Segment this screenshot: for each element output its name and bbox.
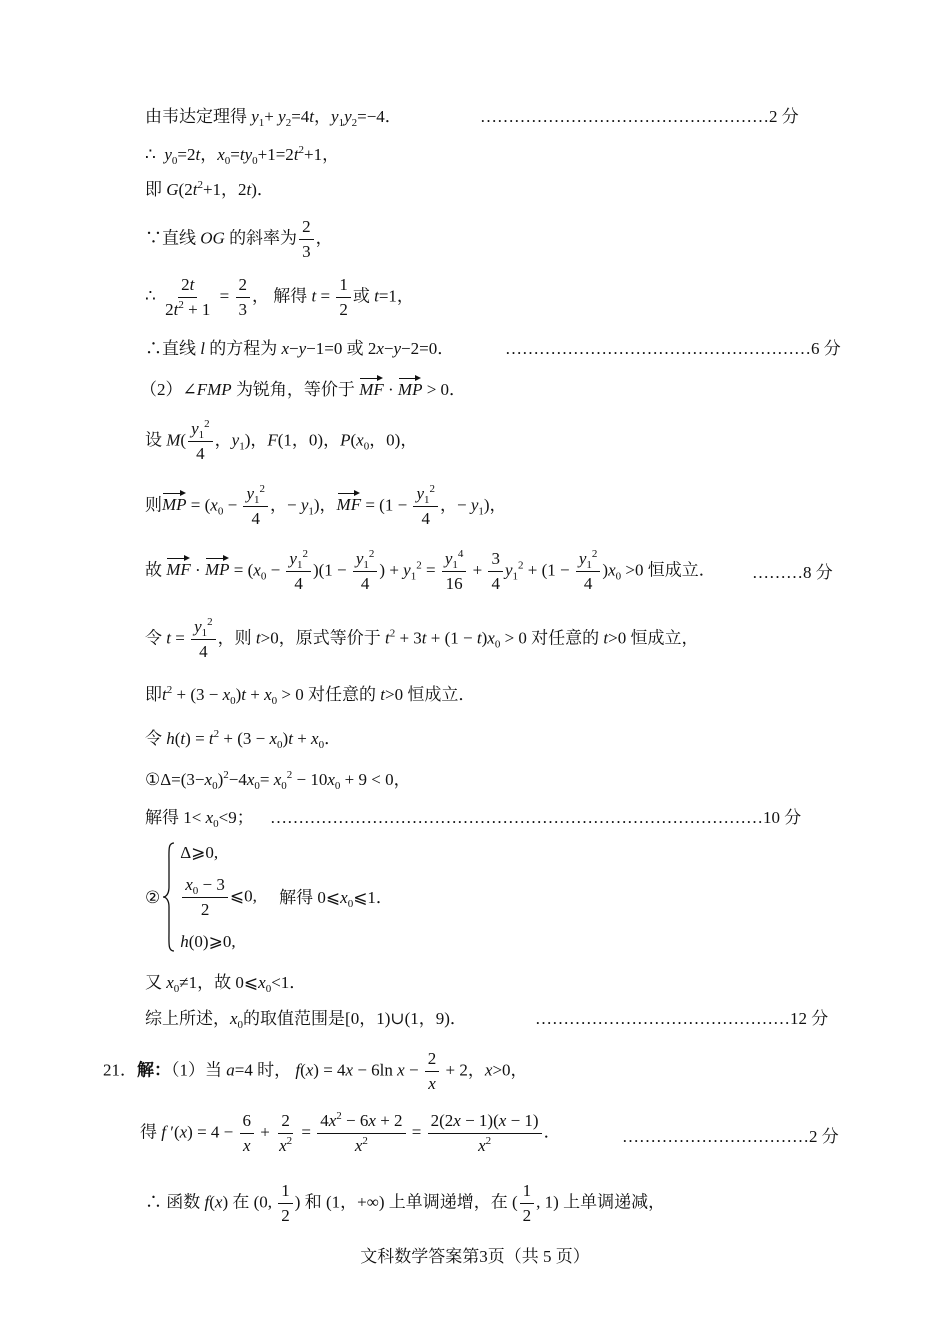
fraction-1-2: $\frac{1}{2}$ bbox=[520, 1182, 535, 1225]
text-decreasing: 上单调递减， bbox=[563, 1192, 666, 1212]
fraction-6-x: $\frac{6}{x}$ bbox=[240, 1112, 255, 1155]
vector-MF: MF bbox=[337, 492, 362, 513]
fraction-y1sq-4: $\frac{y_1^2}{4}$ bbox=[576, 550, 601, 593]
vector-MP: MP bbox=[398, 377, 423, 398]
line-dot-product: 故 MF · MP = ($x_0$ − $\frac{y_1^2}{4}$ )(1 − $\frac{y_1^2}{4}$ ) + $y_1^2$ = $\frac{y_1^4}{16}$ + $\frac{3}{4}$ $y_1^2 + (1$ − $\frac{y_1^2}{4}$ )$x_0 >0$ 恒成立． bbox=[145, 548, 716, 593]
fraction-factored: $\frac{2(2x - 1)(x - 1)}{x^2}$ bbox=[428, 1112, 542, 1155]
line-part2: （2）∠FMP 为锐角，等价于 MF · MP > 0． bbox=[140, 377, 466, 398]
score-10: ……………………………………………………………………………10 分 bbox=[270, 808, 802, 827]
line-q21: 21．解：（1）当 a=4 时， f(x) = 4x − 6ln x − $\frac{2}{x}$ + 2，x>0， bbox=[103, 1049, 528, 1093]
text-solve: 解得 bbox=[279, 887, 314, 907]
text-increasing: 上单调递增，在 bbox=[388, 1192, 508, 1212]
text-acute: 为锐角，等价于 bbox=[235, 380, 355, 399]
text-equivalent: ，原式等价于 bbox=[278, 628, 381, 648]
vector-MP: MP bbox=[205, 557, 230, 578]
fraction-x0-minus-3-over-2: $\frac{x_0 - 3}{2}$ bbox=[182, 876, 228, 919]
line-conclusion: 综上所述，$x_0$的取值范围是[0，1)∪(1，9)． bbox=[145, 1009, 467, 1031]
line-case1: $①\Delta=(3-x_0)^2-4x_0= x_0^2 - 10x_0 + 9 < 0$， bbox=[145, 769, 411, 792]
text-set: 设 bbox=[145, 430, 162, 450]
therefore-symbol: ∴ bbox=[145, 286, 156, 306]
fraction-y1-4th-16: $\frac{y_1^4}{16}$ bbox=[442, 550, 467, 593]
text-solution: 解： bbox=[137, 1060, 171, 1080]
therefore-symbol: ∴ bbox=[145, 339, 162, 358]
line-set-M: 设 M( $\frac{y_1^2}{4}$ ，$y_1$)，F(1，0)，$P(x_0$，0)， bbox=[145, 418, 418, 463]
score-2-b: ……………………………2 分 bbox=[622, 1127, 839, 1146]
fraction-y1sq-4: $\frac{y_1^2}{4}$ bbox=[191, 618, 216, 661]
text-always-holds: 恒成立， bbox=[630, 628, 699, 648]
therefore-symbol: ∴ bbox=[145, 145, 156, 164]
circled-one: ① bbox=[145, 770, 161, 789]
text-ji: 即 bbox=[145, 180, 162, 199]
text-range: 的取值范围是 bbox=[243, 1009, 346, 1028]
text-on: 在 bbox=[232, 1192, 250, 1212]
therefore-symbol: ∴ bbox=[145, 1192, 162, 1212]
text-ji: 即 bbox=[145, 685, 162, 704]
fraction-y1sq-4: $\frac{y_1^2}{4}$ bbox=[188, 420, 213, 463]
vector-MF: MF bbox=[166, 557, 191, 578]
text-line: 直线 bbox=[162, 228, 196, 248]
inequality-system bbox=[162, 842, 257, 952]
question-number: 21． bbox=[103, 1060, 137, 1080]
text-hence: 故 bbox=[145, 560, 162, 580]
text-vieta: 由韦达定理得 bbox=[145, 107, 247, 126]
score-6: ………………………………………………6 分 bbox=[505, 339, 841, 358]
line-monotonic: ∴ 函数 f(x) 在 (0, $\frac{1}{2}$ ) 和 (1，+∞) 上单调递增，在 ( $\frac{1}{2}$ , 1) 上单调递减， bbox=[145, 1181, 666, 1225]
text-when: 时， bbox=[257, 1060, 292, 1080]
fraction-2t: $\frac{2t}{2t^2 + 1}$ bbox=[165, 275, 211, 319]
fraction-y1sq-4: $\frac{y_1^2}{4}$ bbox=[353, 550, 378, 593]
text-in-summary: 综上所述， bbox=[145, 1009, 230, 1028]
score-2-a: ……………………………………………2 分 bbox=[480, 107, 799, 126]
line-slope: ∵直线 OG 的斜率为 $\frac{2}{3}$ ， bbox=[145, 217, 333, 261]
text-let: 令 bbox=[145, 729, 162, 748]
text-then: 则 bbox=[145, 495, 162, 515]
fraction-y1sq-4: $\frac{y_1^2}{4}$ bbox=[413, 485, 438, 528]
fraction-y1sq-4: $\frac{y_1^2}{4}$ bbox=[286, 550, 311, 593]
line-ji-t: 即$t^2 + (3 - x_0)t + x_0 > 0$ 对任意的 t>0 恒成立． bbox=[145, 684, 476, 707]
line-equation-l: ∴直线 l 的方程为 x−y−1=0 或 2x−y−2=0． bbox=[145, 339, 455, 358]
because-symbol: ∵ bbox=[145, 228, 162, 248]
text-also: 又 bbox=[145, 973, 162, 992]
text-then: ，则 bbox=[217, 628, 252, 648]
text-slope: 的斜率为 bbox=[229, 228, 298, 248]
line-derivative: 得 f ′(x) = 4 − $\frac{6}{x}$ + $\frac{2}{x^2}$ = $\frac{4x^2 - 6x + 2}{x^2}$ = $\frac{2(2x - 1)(x - 1)}{x^2}$ ． bbox=[140, 1110, 561, 1155]
line-solve-1-9: 解得 $1< x_0<9$； bbox=[145, 808, 254, 830]
part-2-label: （2） bbox=[140, 380, 183, 399]
text-for-any: 对任意的 bbox=[531, 628, 600, 648]
line-G: 即 $G(2t^2+1$，2t)． bbox=[145, 179, 274, 199]
text-get: 得 bbox=[140, 1122, 157, 1142]
fraction-2-x: $\frac{2}{x}$ bbox=[425, 1050, 440, 1093]
circled-two: ② bbox=[145, 887, 161, 907]
text-hence: ，故 bbox=[197, 973, 232, 992]
fraction-1-2: $\frac{1}{2}$ bbox=[278, 1182, 293, 1225]
text-function: 函数 bbox=[166, 1192, 201, 1212]
text-or: 或 bbox=[346, 339, 364, 358]
text-always-holds: 恒成立． bbox=[407, 685, 476, 704]
text-for-any: 对任意的 bbox=[308, 685, 377, 704]
text-or: 或 bbox=[352, 286, 370, 306]
fraction-y1sq-4: $\frac{y_1^2}{4}$ bbox=[243, 485, 268, 528]
line-let-t: 令 t = $\frac{y_1^2}{4}$ ，则 t>0，原式等价于 $t^2 + 3t + (1 - t)x_0 > 0$ 对任意的 t>0 恒成立， bbox=[145, 616, 699, 661]
fraction-2-xsq: $\frac{2}{x^2}$ bbox=[279, 1111, 293, 1155]
condition-axis: $\frac{x_0 - 3}{2}$ ⩽0, bbox=[180, 876, 257, 919]
text-let: 令 bbox=[145, 628, 162, 648]
text-equation: 的方程为 bbox=[209, 339, 278, 358]
text-line: 直线 bbox=[162, 339, 196, 358]
text-and: 和 bbox=[304, 1192, 322, 1212]
line-y0: ∴ $y_0=2t$，$x_0=ty_0+1=2t^2+1$， bbox=[145, 144, 340, 167]
part-1-label: （1）当 bbox=[171, 1060, 222, 1080]
fraction-2-3: $\frac{2}{3}$ bbox=[299, 218, 314, 261]
condition-delta: Δ⩾0, bbox=[180, 843, 219, 862]
line-case2: ② Δ⩾0, $\frac{x_0 - 3}{2}$ ⩽0, h(0)⩾0, 解得 $0⩽x_0⩽1$． bbox=[145, 843, 393, 951]
fraction-quadratic: $\frac{4x^2 - 6x + 2}{x^2}$ bbox=[317, 1112, 405, 1155]
text-always-holds: 恒成立． bbox=[647, 560, 716, 580]
page-footer: 文科数学答案第3页（共 5 页） bbox=[360, 1247, 590, 1266]
vector-MF: MF bbox=[359, 377, 384, 398]
fraction-1-2: $\frac{1}{2}$ bbox=[336, 276, 351, 319]
line-vectors: 则MP = ($x_0$ − $\frac{y_1^2}{4}$ ，− $y_1$)，MF = (1 − $\frac{y_1^2}{4}$ ，− $y_1$)， bbox=[145, 483, 507, 528]
line-h-def: 令 $h(t) = t^2 + (3 - x_0)t + x_0$． bbox=[145, 728, 342, 751]
fraction-3-4: $\frac{3}{4}$ bbox=[488, 550, 503, 593]
line-vieta: 由韦达定理得 $y_1+ y_2=4t$，$y_1y_2=-4$． bbox=[145, 107, 402, 129]
text-solve: 解得 bbox=[145, 808, 179, 827]
line-x0-ne-1: 又 $x_0\ne 1$，故 $0⩽x_0<1$． bbox=[145, 973, 307, 995]
fraction-2-3: $\frac{2}{3}$ bbox=[236, 276, 251, 319]
left-brace bbox=[162, 842, 176, 952]
line-solve-t: ∴ $\frac{2t}{2t^2 + 1}$ = $\frac{2}{3}$ ， 解得 t = $\frac{1}{2}$ 或 t=1， bbox=[145, 275, 414, 319]
vector-MP: MP bbox=[162, 492, 187, 513]
text-solve: 解得 bbox=[273, 286, 308, 306]
score-8: ………8 分 bbox=[752, 563, 833, 582]
condition-h0: h(0)⩾0, bbox=[180, 932, 236, 951]
score-12: ………………………………………12 分 bbox=[535, 1009, 829, 1028]
